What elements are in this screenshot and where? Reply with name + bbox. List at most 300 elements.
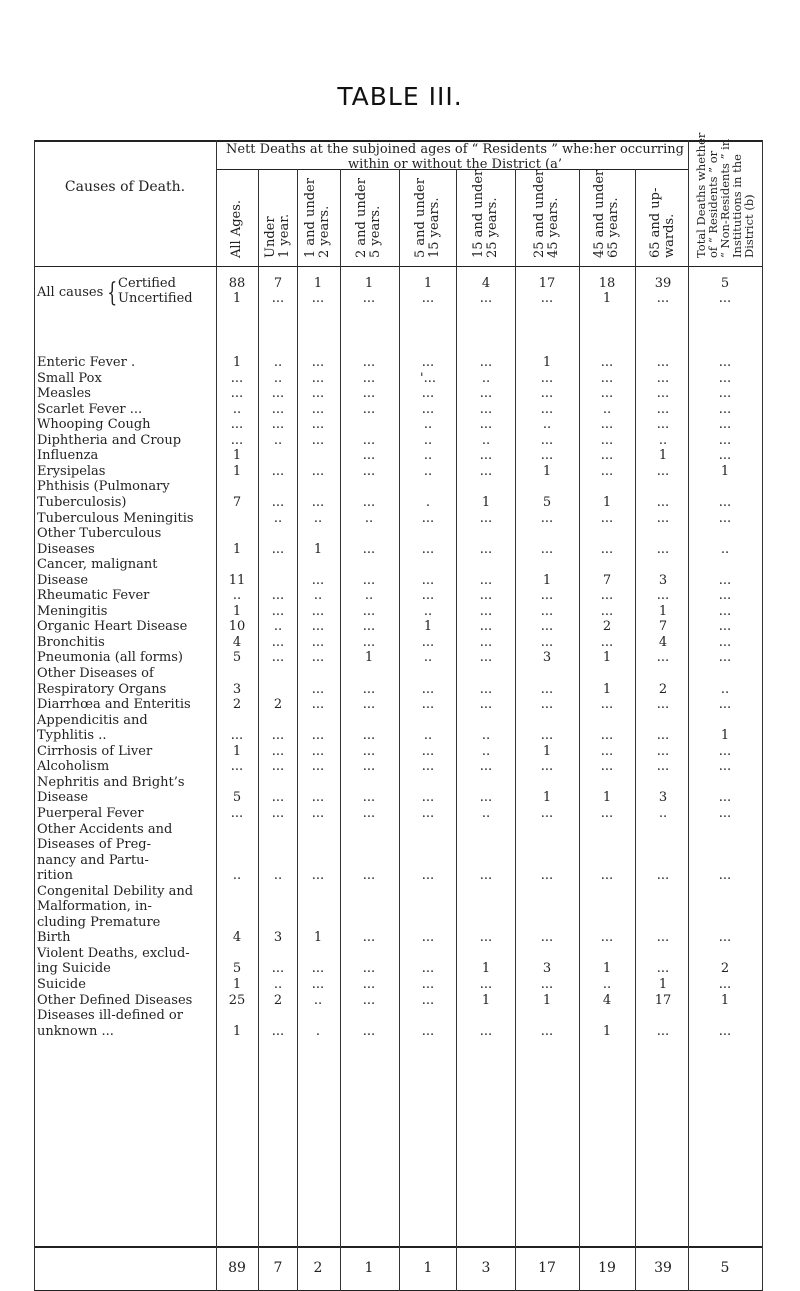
cell-value: ... bbox=[656, 541, 670, 557]
cell-value: ... bbox=[540, 432, 554, 448]
cell-value: .. bbox=[273, 432, 283, 448]
cell-value: ... bbox=[311, 790, 325, 806]
cell-value: ... bbox=[656, 930, 670, 946]
cell-value: ... bbox=[600, 743, 614, 759]
cell-value: ... bbox=[479, 977, 493, 992]
cell-value: ... bbox=[479, 572, 493, 588]
cell-value: 1 bbox=[602, 790, 612, 806]
cell-value: 2 bbox=[273, 697, 283, 713]
cell-value: ... bbox=[479, 386, 493, 402]
cell-value: ... bbox=[271, 386, 285, 402]
cell-value: .. bbox=[364, 588, 374, 604]
cell-value: 1 bbox=[542, 572, 552, 588]
cell-value: .. bbox=[658, 805, 668, 821]
cell-value: 1 bbox=[720, 992, 730, 1008]
cause-label: Cirrhosis of Liver bbox=[37, 743, 153, 759]
cell-value: ... bbox=[421, 510, 435, 526]
cell-value: ... bbox=[362, 759, 376, 775]
all-causes-value: 1 bbox=[423, 276, 433, 291]
cell-value: .. bbox=[481, 728, 491, 744]
cell-value: ... bbox=[718, 634, 732, 650]
cell-value: ... bbox=[362, 1023, 376, 1039]
cell-value: .. bbox=[423, 417, 433, 433]
header-age-1: 1 year. bbox=[277, 213, 292, 258]
cell-value: 7 bbox=[602, 572, 612, 588]
cell-value: ... bbox=[271, 728, 285, 744]
cause-label: Meningitis bbox=[37, 603, 108, 619]
cell-value: ... bbox=[656, 697, 670, 713]
cell-value: ... bbox=[718, 650, 732, 666]
cell-value: ... bbox=[718, 572, 732, 588]
cause-label: Congenital Debility and bbox=[37, 883, 194, 899]
cell-value: ... bbox=[362, 448, 376, 464]
cell-value: ... bbox=[479, 603, 493, 619]
header-age-6: 25 and under bbox=[532, 169, 547, 258]
cell-value: ... bbox=[362, 634, 376, 650]
cell-value: ... bbox=[421, 697, 435, 713]
cell-value: .. bbox=[232, 588, 242, 604]
header-age-8: wards. bbox=[662, 213, 677, 258]
total-value: 89 bbox=[228, 1260, 246, 1276]
cell-value: ... bbox=[600, 463, 614, 479]
cell-value: ... bbox=[600, 603, 614, 619]
cell-value: ... bbox=[362, 432, 376, 448]
cell-value: ... bbox=[540, 603, 554, 619]
header-age-3: 5 years. bbox=[368, 205, 383, 258]
cell-value: ... bbox=[479, 634, 493, 650]
cause-label: Erysipelas bbox=[37, 463, 106, 479]
cell-value: ... bbox=[656, 401, 670, 417]
cell-value: 1 bbox=[602, 494, 612, 510]
cell-value: ... bbox=[600, 930, 614, 946]
cell-value: ... bbox=[271, 805, 285, 821]
all-causes-value: ... bbox=[362, 291, 376, 306]
cell-value: ... bbox=[362, 463, 376, 479]
cell-value: 1 bbox=[658, 603, 668, 619]
cell-value: .. bbox=[658, 432, 668, 448]
cell-value: ... bbox=[479, 619, 493, 635]
header-age-3: 2 and under bbox=[354, 178, 369, 258]
cell-value: ... bbox=[421, 386, 435, 402]
cell-value: ... bbox=[656, 650, 670, 666]
cell-value: ... bbox=[311, 868, 325, 884]
cause-label: Scarlet Fever ... bbox=[37, 401, 143, 417]
cell-value: .. bbox=[481, 370, 491, 386]
cell-value: ... bbox=[362, 681, 376, 697]
cell-value: ... bbox=[311, 759, 325, 775]
cause-label: Nephritis and Bright’s bbox=[37, 774, 185, 790]
cell-value: 3 bbox=[658, 572, 668, 588]
cause-label: Disease bbox=[37, 790, 89, 806]
cell-value: ... bbox=[230, 370, 244, 386]
cell-value: 1 bbox=[602, 650, 612, 666]
cell-value: ... bbox=[230, 432, 244, 448]
cell-value: ... bbox=[540, 510, 554, 526]
cell-value: 5 bbox=[542, 494, 552, 510]
header-age-7: 65 years. bbox=[606, 197, 621, 258]
cell-value: ... bbox=[479, 868, 493, 884]
cell-value: ... bbox=[311, 805, 325, 821]
cell-value: .. bbox=[542, 417, 552, 433]
total-value: 3 bbox=[481, 1260, 491, 1276]
cell-value: 7 bbox=[232, 494, 242, 510]
all-causes-value: ... bbox=[718, 291, 732, 306]
total-value: 1 bbox=[364, 1260, 374, 1276]
cause-label: Violent Deaths, exclud- bbox=[37, 945, 190, 961]
cell-value: 1 bbox=[232, 603, 242, 619]
cell-value: 5 bbox=[232, 650, 242, 666]
cell-value: ... bbox=[421, 588, 435, 604]
cell-value: ... bbox=[718, 868, 732, 884]
all-causes-sub: Uncertified bbox=[118, 291, 193, 306]
cell-value: ... bbox=[362, 961, 376, 977]
cell-value: ... bbox=[718, 588, 732, 604]
cell-value: ... bbox=[311, 572, 325, 588]
cell-value: ... bbox=[479, 401, 493, 417]
cell-value: .. bbox=[423, 448, 433, 464]
cell-value: ... bbox=[718, 697, 732, 713]
cell-value: ... bbox=[540, 759, 554, 775]
cell-value: .. bbox=[423, 463, 433, 479]
header-total: “ Non-Residents ” in bbox=[718, 138, 732, 258]
cell-value: 4 bbox=[602, 992, 612, 1008]
cell-value: ... bbox=[421, 930, 435, 946]
cell-value: .. bbox=[481, 432, 491, 448]
cell-value: ... bbox=[421, 961, 435, 977]
cell-value: ... bbox=[362, 541, 376, 557]
total-value: 17 bbox=[538, 1260, 556, 1276]
cause-label: Diseases bbox=[37, 541, 95, 557]
header-causes: Causes of Death. bbox=[64, 179, 186, 195]
cell-value: ... bbox=[479, 463, 493, 479]
cell-value: 1 bbox=[313, 541, 323, 557]
cause-label: Diarrhœa and Enteritis bbox=[37, 697, 191, 713]
cell-value: ... bbox=[421, 805, 435, 821]
cause-label: Diseases ill-defined or bbox=[37, 1008, 183, 1024]
cell-value: ... bbox=[656, 759, 670, 775]
cell-value: ... bbox=[540, 697, 554, 713]
cell-value: 3 bbox=[658, 790, 668, 806]
cell-value: .. bbox=[313, 992, 323, 1008]
cell-value: 1 bbox=[720, 463, 730, 479]
cell-value: ... bbox=[479, 697, 493, 713]
cell-value: ... bbox=[656, 370, 670, 386]
cell-value: 1 bbox=[658, 977, 668, 992]
cell-value: ... bbox=[421, 541, 435, 557]
cause-label: Bronchitis bbox=[37, 634, 105, 650]
total-value: 19 bbox=[598, 1260, 616, 1276]
all-causes-value: 1 bbox=[602, 291, 612, 306]
cell-value: 4 bbox=[658, 634, 668, 650]
column-rule bbox=[579, 169, 580, 1291]
cell-value: 1 bbox=[542, 790, 552, 806]
cell-value: ... bbox=[718, 432, 732, 448]
header-age-2: 1 and under bbox=[303, 178, 318, 258]
cell-value: ... bbox=[479, 1023, 493, 1039]
cell-value: ... bbox=[600, 805, 614, 821]
header-age-6: 45 years. bbox=[546, 197, 561, 258]
cell-value: ... bbox=[479, 790, 493, 806]
cell-value: 1 bbox=[232, 743, 242, 759]
cell-value: 4 bbox=[232, 634, 242, 650]
cell-value: 1 bbox=[720, 728, 730, 744]
cell-value: 7 bbox=[658, 619, 668, 635]
cell-value: 3 bbox=[542, 650, 552, 666]
header-total: Institutions in the bbox=[730, 154, 744, 258]
cell-value: ... bbox=[656, 868, 670, 884]
total-value: 1 bbox=[423, 1260, 433, 1276]
cell-value: ... bbox=[421, 401, 435, 417]
cell-value: ... bbox=[311, 494, 325, 510]
header-age-5: 25 years. bbox=[485, 197, 500, 258]
cell-value: ... bbox=[362, 728, 376, 744]
cause-label: Phthisis (Pulmonary bbox=[37, 479, 170, 495]
cell-value: ... bbox=[421, 868, 435, 884]
cell-value: ... bbox=[271, 743, 285, 759]
all-causes-value: 7 bbox=[273, 276, 283, 291]
cell-value: ... bbox=[718, 743, 732, 759]
column-rule bbox=[515, 169, 516, 1291]
cell-value: 17 bbox=[654, 992, 672, 1008]
cause-label: Rheumatic Fever bbox=[37, 588, 150, 604]
cell-value: 1 bbox=[232, 541, 242, 557]
cause-label: unknown ... bbox=[37, 1023, 114, 1039]
cell-value: ... bbox=[718, 417, 732, 433]
cell-value: ... bbox=[362, 743, 376, 759]
cell-value: .. bbox=[273, 868, 283, 884]
cause-label: nancy and Partu- bbox=[37, 852, 149, 868]
cell-value: 2 bbox=[273, 992, 283, 1008]
cell-value: ... bbox=[600, 355, 614, 370]
cause-label: Tuberculosis) bbox=[37, 494, 127, 510]
cell-value: ... bbox=[479, 510, 493, 526]
cell-value: 25 bbox=[228, 992, 246, 1008]
cause-label: Typhlitis .. bbox=[37, 728, 107, 744]
cell-value: ... bbox=[718, 494, 732, 510]
cell-value: ... bbox=[540, 977, 554, 992]
all-causes-value: 39 bbox=[654, 276, 672, 291]
cell-value: 2 bbox=[602, 619, 612, 635]
cell-value: .. bbox=[273, 370, 283, 386]
cell-value: 1 bbox=[481, 961, 491, 977]
cell-value: ... bbox=[540, 541, 554, 557]
cell-value: ... bbox=[656, 417, 670, 433]
cell-value: ... bbox=[540, 588, 554, 604]
cell-value: ... bbox=[600, 759, 614, 775]
all-causes-value: 1 bbox=[364, 276, 374, 291]
cell-value: 3 bbox=[273, 930, 283, 946]
cause-label: Whooping Cough bbox=[37, 417, 151, 433]
cell-value: 10 bbox=[228, 619, 246, 635]
cell-value: ... bbox=[718, 790, 732, 806]
cell-value: ... bbox=[600, 510, 614, 526]
cell-value: ... bbox=[362, 370, 376, 386]
table-title: TABLE III. bbox=[337, 82, 463, 111]
column-rule bbox=[399, 169, 400, 1291]
cause-label: Diphtheria and Croup bbox=[37, 432, 182, 448]
cell-value: ... bbox=[311, 634, 325, 650]
all-causes-value: ... bbox=[479, 291, 493, 306]
cell-value: ... bbox=[311, 386, 325, 402]
cell-value: ... bbox=[479, 650, 493, 666]
cell-value: ... bbox=[271, 634, 285, 650]
cell-value: ... bbox=[421, 355, 435, 370]
cause-label: Pneumonia (all forms) bbox=[37, 650, 183, 666]
cell-value: ... bbox=[656, 355, 670, 370]
cell-value: ... bbox=[540, 370, 554, 386]
cell-value: ... bbox=[362, 386, 376, 402]
cell-value: ... bbox=[479, 355, 493, 370]
cell-value: 5 bbox=[232, 790, 242, 806]
cell-value: ... bbox=[718, 448, 732, 464]
cell-value: ... bbox=[479, 681, 493, 697]
rule-left bbox=[34, 140, 35, 1291]
cell-value: 1 bbox=[658, 448, 668, 464]
all-causes-value: ... bbox=[271, 291, 285, 306]
cell-value: ... bbox=[271, 401, 285, 417]
cell-value: .. bbox=[313, 588, 323, 604]
cell-value: ... bbox=[718, 619, 732, 635]
header-age-1: Under bbox=[263, 216, 278, 258]
cell-value: ... bbox=[271, 790, 285, 806]
cell-value: ... bbox=[540, 448, 554, 464]
cell-value: 1 bbox=[423, 619, 433, 635]
all-causes-value: 1 bbox=[313, 276, 323, 291]
cell-value: 2 bbox=[658, 681, 668, 697]
cell-value: ... bbox=[718, 355, 732, 370]
cell-value: 1 bbox=[542, 743, 552, 759]
all-causes-value: ... bbox=[656, 291, 670, 306]
cell-value: ... bbox=[479, 588, 493, 604]
cell-value: ... bbox=[600, 417, 614, 433]
cell-value: ... bbox=[718, 401, 732, 417]
column-rule bbox=[456, 169, 457, 1291]
cause-label: Influenza bbox=[37, 448, 99, 464]
cell-value: ... bbox=[540, 868, 554, 884]
cell-value: ... bbox=[311, 417, 325, 433]
cell-value: ... bbox=[421, 790, 435, 806]
cell-value: 1 bbox=[232, 1023, 242, 1039]
cell-value: 2 bbox=[232, 697, 242, 713]
cell-value: ... bbox=[311, 961, 325, 977]
cell-value: 4 bbox=[232, 930, 242, 946]
cell-value: ... bbox=[718, 510, 732, 526]
cell-value: 1 bbox=[232, 448, 242, 464]
cell-value: ... bbox=[479, 541, 493, 557]
cause-label: cluding Premature bbox=[37, 914, 161, 930]
cell-value: .. bbox=[273, 355, 283, 370]
cell-value: ... bbox=[311, 603, 325, 619]
cell-value: ... bbox=[718, 930, 732, 946]
cell-value: . bbox=[425, 494, 431, 510]
cell-value: ... bbox=[362, 355, 376, 370]
cell-value: .. bbox=[423, 432, 433, 448]
cell-value: .. bbox=[423, 728, 433, 744]
cause-label: ing Suicide bbox=[37, 961, 111, 977]
cell-value: ... bbox=[271, 759, 285, 775]
cell-value: ... bbox=[362, 697, 376, 713]
cell-value: ... bbox=[271, 603, 285, 619]
cell-value: .. bbox=[602, 401, 612, 417]
cell-value: ... bbox=[656, 386, 670, 402]
all-causes-value: 88 bbox=[228, 276, 246, 291]
all-causes-sub: Certified bbox=[118, 276, 176, 291]
cause-label: rition bbox=[37, 868, 73, 884]
cell-value: ... bbox=[311, 401, 325, 417]
cell-value: 5 bbox=[232, 961, 242, 977]
cell-value: ... bbox=[421, 681, 435, 697]
total-value: 5 bbox=[720, 1260, 730, 1276]
total-value: 39 bbox=[654, 1260, 672, 1276]
cell-value: '... bbox=[420, 370, 436, 386]
all-causes-value: 1 bbox=[232, 291, 242, 306]
header-nett-line1: Nett Deaths at the subjoined ages of “ Residents ” whe:her occurring bbox=[226, 142, 684, 157]
cell-value: .. bbox=[481, 805, 491, 821]
cell-value: ... bbox=[271, 417, 285, 433]
cell-value: ... bbox=[479, 448, 493, 464]
cell-value: ... bbox=[362, 603, 376, 619]
cell-value: .. bbox=[313, 510, 323, 526]
cause-label: Birth bbox=[37, 930, 71, 946]
cause-label: Disease bbox=[37, 572, 89, 588]
cause-label: Tuberculous Meningitis bbox=[37, 510, 194, 526]
cause-label: Respiratory Organs bbox=[37, 681, 167, 697]
all-causes-value: ... bbox=[421, 291, 435, 306]
cell-value: .. bbox=[232, 868, 242, 884]
cell-value: ... bbox=[540, 634, 554, 650]
cell-value: ... bbox=[362, 930, 376, 946]
cause-label: Malformation, in- bbox=[37, 899, 152, 915]
cell-value: ... bbox=[230, 728, 244, 744]
cell-value: ... bbox=[271, 588, 285, 604]
cell-value: ... bbox=[421, 977, 435, 992]
header-nett-line2: within or without the District (a’ bbox=[347, 157, 563, 172]
cause-label: Other Accidents and bbox=[37, 821, 173, 837]
cell-value: ... bbox=[421, 743, 435, 759]
cell-value: ... bbox=[362, 805, 376, 821]
cell-value: ... bbox=[311, 619, 325, 635]
cell-value: ... bbox=[540, 805, 554, 821]
all-causes-label: All causes bbox=[37, 285, 104, 300]
cell-value: ... bbox=[540, 401, 554, 417]
cell-value: ... bbox=[362, 494, 376, 510]
all-causes-value: 17 bbox=[538, 276, 556, 291]
all-causes-value: 5 bbox=[720, 276, 730, 291]
cause-label: Small Pox bbox=[37, 370, 102, 386]
cause-label: Other Diseases of bbox=[37, 666, 154, 681]
cause-label: Alcoholism bbox=[37, 759, 110, 775]
cell-value: .. bbox=[232, 401, 242, 417]
total-value: 2 bbox=[313, 1260, 323, 1276]
cell-value: ... bbox=[421, 572, 435, 588]
cell-value: 1 bbox=[602, 961, 612, 977]
cell-value: ... bbox=[718, 370, 732, 386]
cell-value: ... bbox=[271, 650, 285, 666]
cell-value: .. bbox=[364, 510, 374, 526]
cell-value: ... bbox=[311, 432, 325, 448]
cell-value: ... bbox=[656, 494, 670, 510]
cell-value: ... bbox=[600, 634, 614, 650]
cell-value: ... bbox=[540, 728, 554, 744]
header-total: District (b) bbox=[742, 194, 756, 258]
cell-value: ... bbox=[230, 386, 244, 402]
cell-value: ... bbox=[479, 759, 493, 775]
cell-value: ... bbox=[421, 634, 435, 650]
cell-value: ... bbox=[540, 619, 554, 635]
cell-value: 1 bbox=[232, 977, 242, 992]
header-total: of “ Residents ” or bbox=[706, 150, 720, 258]
total-value: 7 bbox=[273, 1260, 283, 1276]
